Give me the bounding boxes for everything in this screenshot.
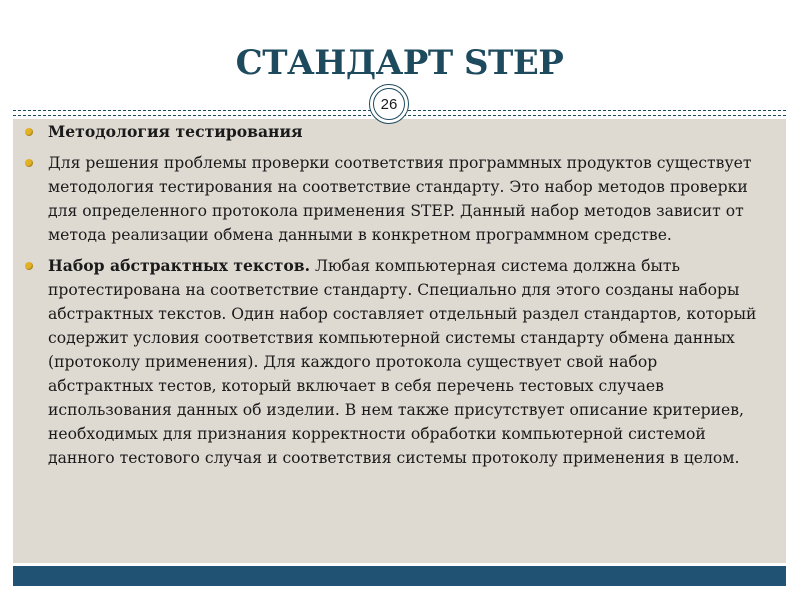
list-item — [22, 151, 762, 247]
item-text: Для решения проблемы проверки соответствия программных продуктов существует методология тестирования на соответствие стандарту. Это набор методов проверки для определенного протокола применения STEP. Данный набор методов зависит от метода реализации обмена данными в конкретном программном средстве. — [48, 154, 752, 244]
list-item — [22, 120, 762, 144]
bullet-icon — [25, 159, 33, 167]
slide-title: СТАНДАРТ STEP — [235, 43, 564, 83]
list-item — [22, 254, 762, 470]
item-bold-text: Методология тестирования — [48, 122, 303, 141]
page-number: 26 — [373, 88, 405, 120]
bullet-icon — [25, 128, 33, 136]
item-bold-text: Набор абстрактных текстов. — [48, 256, 311, 275]
bullet-list — [22, 120, 762, 477]
bullet-icon — [25, 262, 33, 270]
page-number-badge — [369, 84, 409, 124]
slide-footer-bar — [13, 566, 786, 586]
item-text: Любая компьютерная система должна быть протестирована на соответствие стандарту. Специально для этого созданы наборы абстрактных текстов. Один набор составляет отдельный раздел стандартов, который содержит условия соответствия компьютерной системы стандарту обмена данных (протоколу применения). Для каждого протокола существует свой набор абстрактных тестов, который включает в себя перечень тестовых случаев использования данных об изделии. В нем также присутствует описание критериев, необходимых для признания корректности обработки компьютерной системой данного тестового случая и соответствия системы протоколу применения в целом. — [48, 257, 757, 467]
